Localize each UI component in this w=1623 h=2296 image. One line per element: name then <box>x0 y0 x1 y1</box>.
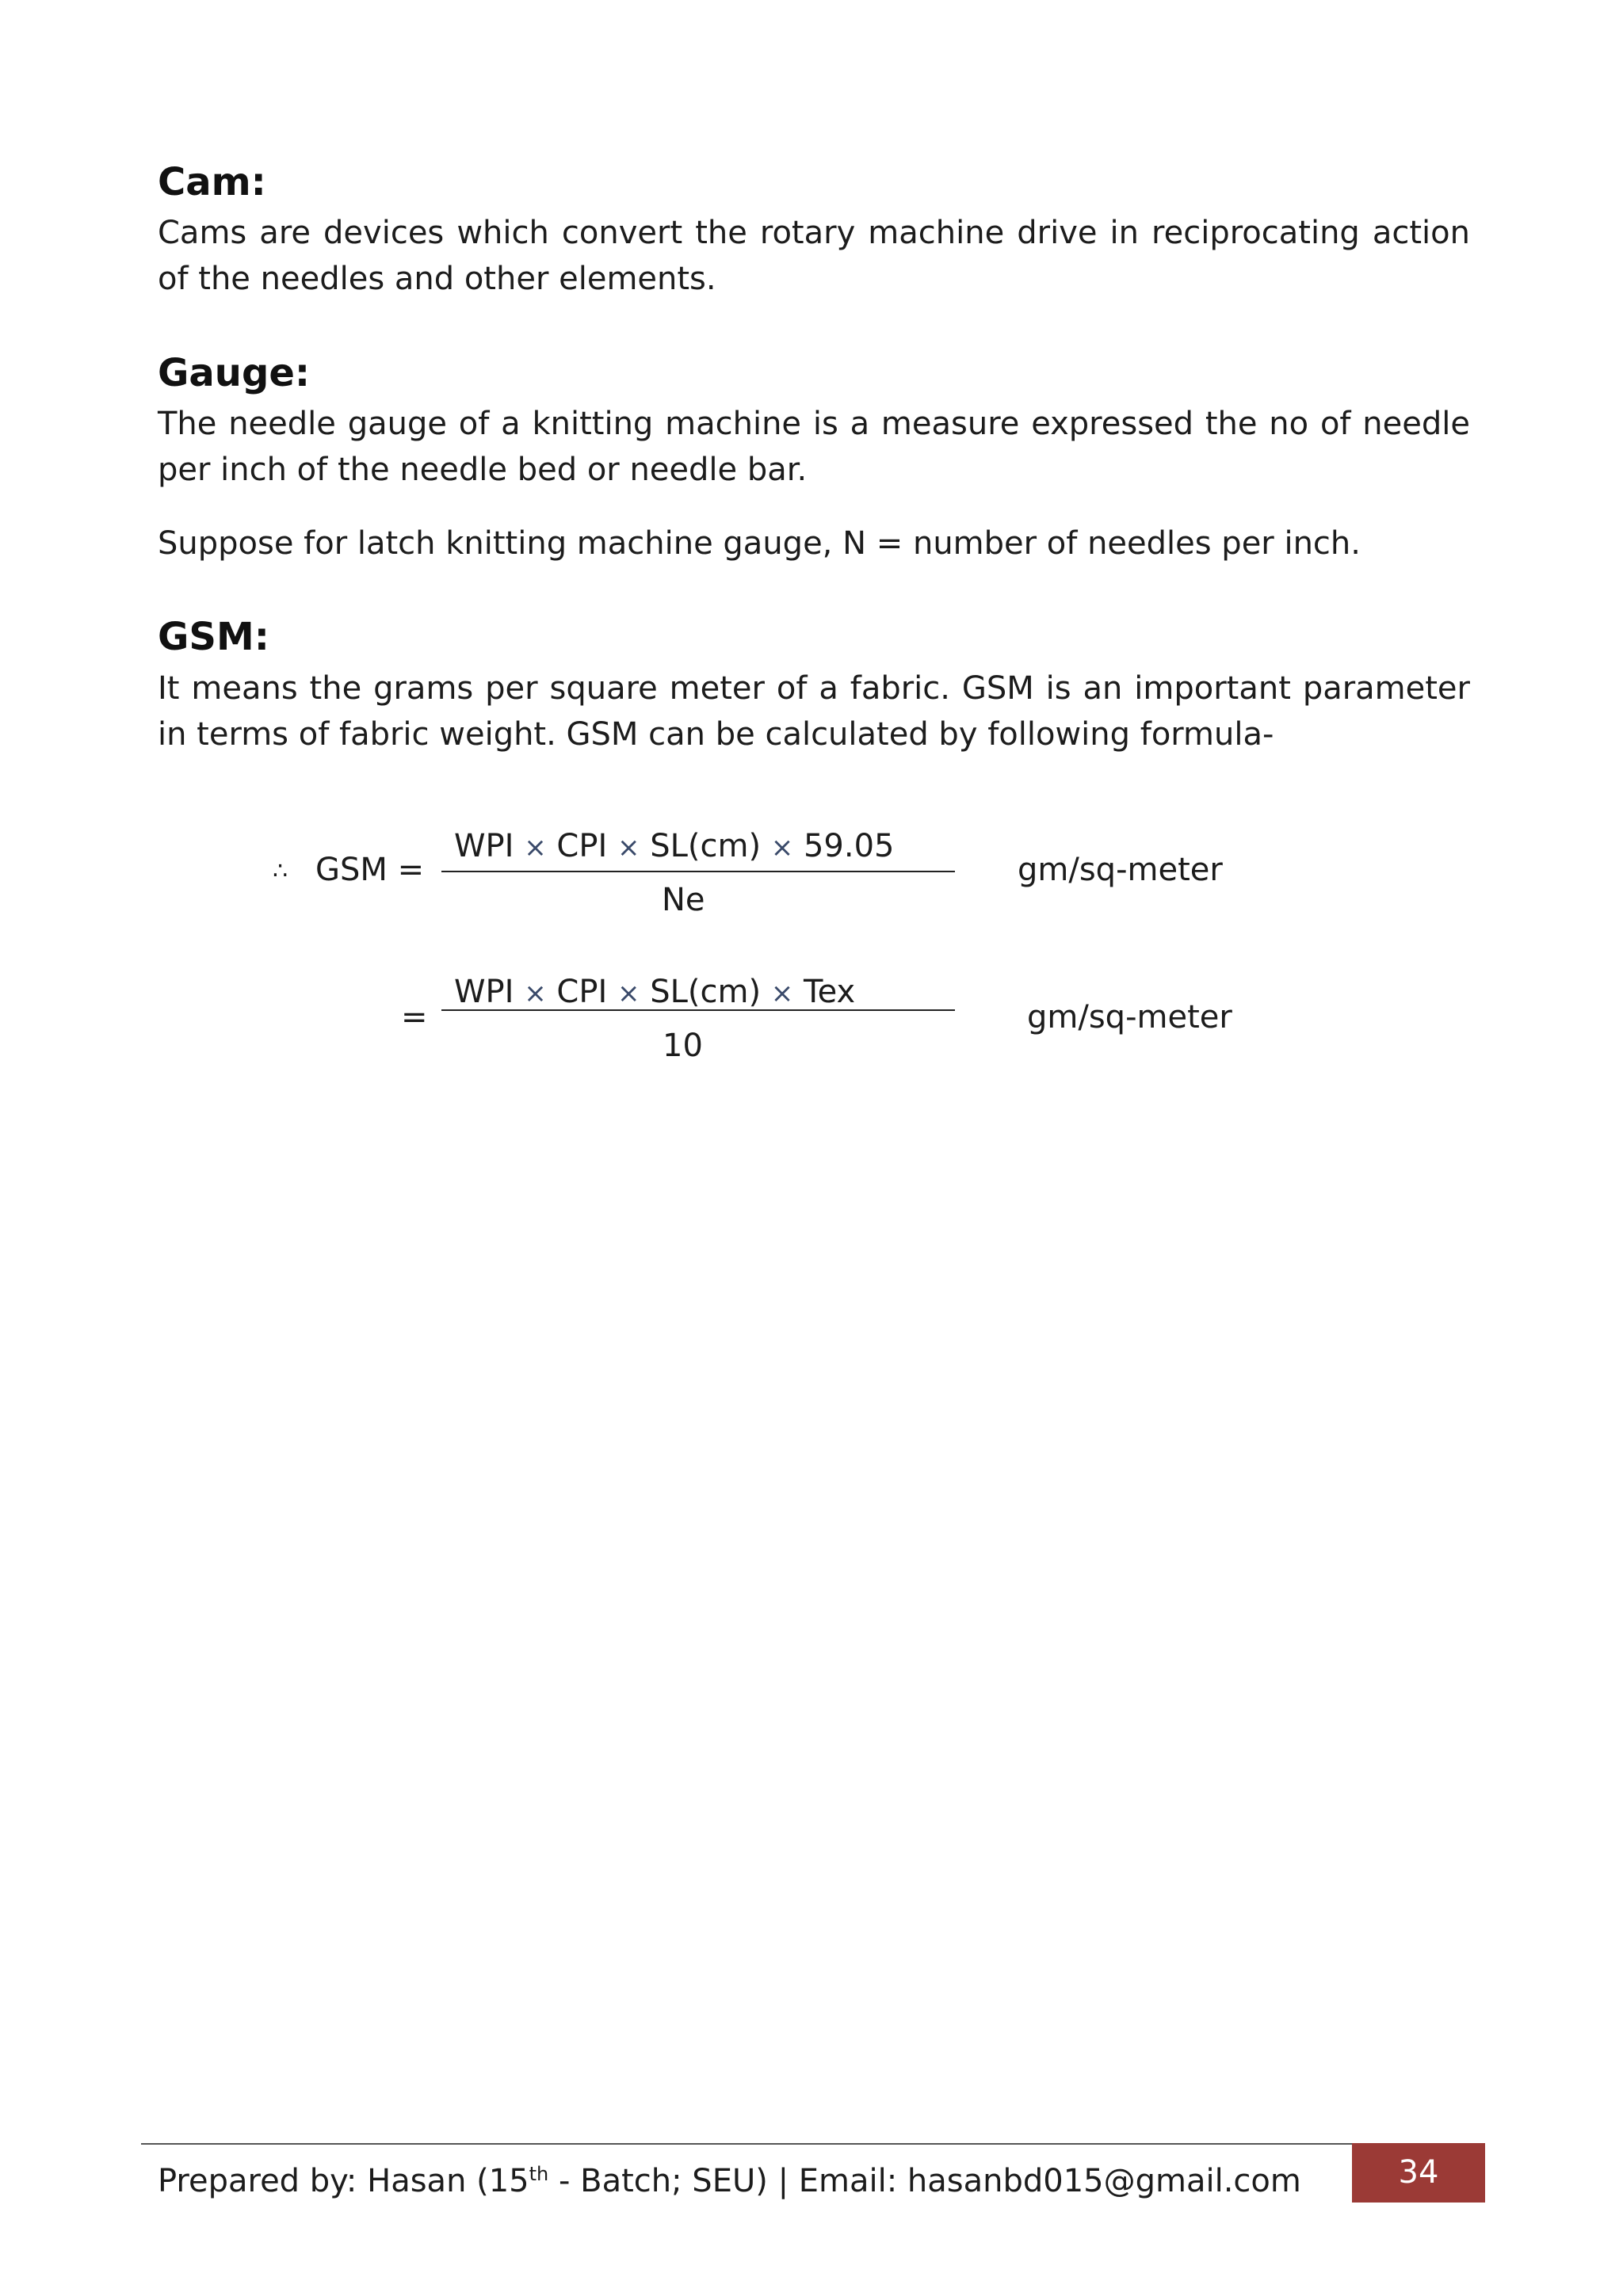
formula-2-denominator: 10 <box>663 1028 703 1064</box>
formula-2-equals: = <box>401 999 428 1035</box>
gauge-paragraph: The needle gauge of a knitting machine is a measure expressed the no of needle per inch of the needle bed or needle bar. <box>158 406 1470 488</box>
times-icon: × <box>524 978 547 1009</box>
formula-1-unit: gm/sq-meter <box>1018 852 1223 888</box>
footer-superscript: th <box>529 2163 549 2185</box>
times-icon: × <box>617 832 640 864</box>
formula-lhs: GSM = <box>315 852 425 888</box>
times-icon: × <box>770 978 794 1009</box>
therefore-symbol: ∴ <box>273 857 288 885</box>
gauge-note: Suppose for latch knitting machine gauge, N = number of needles per inch. <box>158 525 1361 562</box>
cam-paragraph: Cams are devices which convert the rotary machine drive in reciprocating action of the needles and other elements. <box>158 215 1470 297</box>
fraction-line <box>441 871 955 872</box>
gsm-paragraph: It means the grams per square meter of a fabric. GSM is an important parameter in terms of fabric weight. GSM can be calculated by following formula- <box>158 670 1470 753</box>
gauge-heading: Gauge: <box>158 351 311 395</box>
formula-2-numerator: WPI × CPI × SL(cm) × Tex <box>454 974 856 1010</box>
formula-1-denominator: Ne <box>662 882 705 918</box>
page-number: 34 <box>1352 2143 1485 2203</box>
times-icon: × <box>770 832 794 864</box>
footer-divider <box>141 2143 1354 2145</box>
fraction-line <box>441 1009 955 1011</box>
cam-heading: Cam: <box>158 160 266 204</box>
times-icon: × <box>617 978 640 1009</box>
times-icon: × <box>524 832 547 864</box>
gsm-heading: GSM: <box>158 615 269 659</box>
formula-2-unit: gm/sq-meter <box>1027 999 1232 1035</box>
formula-1-numerator: WPI × CPI × SL(cm) × 59.05 <box>454 828 895 864</box>
footer-credit: Prepared by: Hasan (15th - Batch; SEU) | Email: hasanbd015@gmail.com <box>158 2163 1301 2199</box>
